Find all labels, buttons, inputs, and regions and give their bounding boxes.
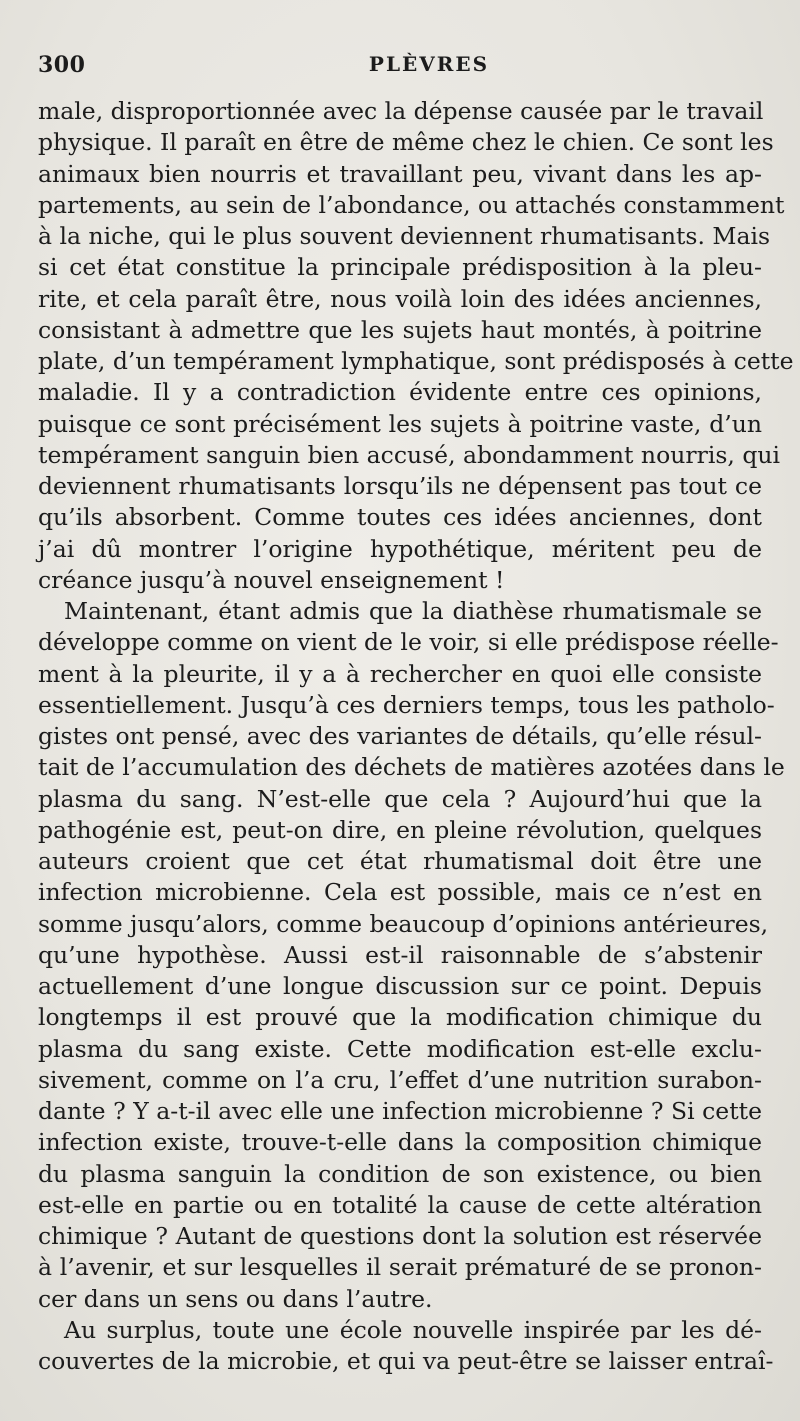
text-line: plasma du sang. N’est-elle que cela ? Aujourd’hui que la xyxy=(38,784,762,813)
text-line: tait de l’accumulation des déchets de matières azotées dans le xyxy=(38,753,785,782)
text-line: infection microbienne. Cela est possible, mais ce n’est en xyxy=(38,878,762,907)
text-line: gistes ont pensé, avec des variantes de détails, qu’elle résul- xyxy=(38,722,762,750)
text-line: plate, d’un tempérament lymphatique, sont prédisposés à cette xyxy=(38,347,794,375)
text-line: qu’une hypothèse. Aussi est-il raisonnable de s’abstenir xyxy=(38,940,762,969)
text-line: couvertes de la microbie, et qui va peut-être se laisser entraî- xyxy=(38,1347,774,1375)
text-line: somme jusqu’alors, comme beaucoup d’opinions antérieures, xyxy=(38,909,769,938)
running-head xyxy=(38,52,760,86)
text-line: est-elle en partie ou en totalité la cause de cette altération xyxy=(38,1190,762,1219)
text-line: sivement, comme on l’a cru, l’effet d’une nutrition surabon- xyxy=(38,1065,762,1094)
page-number: 300 xyxy=(38,52,86,78)
text-line: ment à la pleurite, il y a à rechercher en quoi elle consiste xyxy=(38,659,762,688)
text-line: à la niche, qui le plus souvent deviennent rhumatisants. Mais xyxy=(38,222,771,250)
text-line: auteurs croient que cet état rhumatismal doit être une xyxy=(38,847,762,875)
text-line: infection existe, trouve-t-elle dans la composition chimique xyxy=(38,1128,762,1157)
running-title: PLÈVRES xyxy=(368,52,490,76)
text-line: male, disproportionnée avec la dépense causée par le travail xyxy=(38,97,764,125)
text-line: physique. Il paraît en être de même chez le chien. Ce sont les xyxy=(38,128,774,157)
text-line: j’ai dû montrer l’origine hypothétique, méritent peu de xyxy=(38,534,762,563)
text-line: tempérament sanguin bien accusé, abondamment nourris, qui xyxy=(38,440,781,469)
text-line: puisque ce sont précisément les sujets à poitrine vaste, d’un xyxy=(38,409,762,438)
paragraph xyxy=(38,1315,774,1378)
text-line: Maintenant, étant admis que la diathèse rhumatismale se xyxy=(64,597,762,625)
text-line: si cet état constitue la principale prédisposition à la pleu- xyxy=(38,253,762,282)
paragraph xyxy=(38,96,794,596)
text-line: maladie. Il y a contradiction évidente entre ces opinions, xyxy=(38,378,762,407)
text-line: à l’avenir, et sur lesquelles il serait prématuré de se pronon- xyxy=(38,1253,762,1282)
text-line: essentiellement. Jusqu’à ces derniers temps, tous les patholo- xyxy=(38,690,775,719)
text-line: longtemps il est prouvé que la modification chimique du xyxy=(38,1003,762,1032)
text-line: du plasma sanguin la condition de son existence, ou bien xyxy=(38,1159,762,1188)
body-text xyxy=(38,96,794,1377)
paragraph xyxy=(38,596,785,1315)
text-line: plasma du sang existe. Cette modification est-elle exclu- xyxy=(38,1034,762,1063)
text-line: deviennent rhumatisants lorsqu’ils ne dépensent pas tout ce xyxy=(38,472,762,500)
text-line: actuellement d’une longue discussion sur ce point. Depuis xyxy=(38,972,762,1000)
text-line: partements, au sein de l’abondance, ou attachés constamment xyxy=(38,190,785,219)
text-line: créance jusqu’à nouvel enseignement ! xyxy=(38,565,505,594)
text-line: développe comme on vient de le voir, si elle prédispose réelle- xyxy=(38,628,779,657)
text-line: consistant à admettre que les sujets haut montés, à poitrine xyxy=(38,315,762,344)
text-line: animaux bien nourris et travaillant peu, vivant dans les ap- xyxy=(38,159,762,188)
text-line: dante ? Y a-t-il avec elle une infection microbienne ? Si cette xyxy=(38,1097,762,1125)
text-line: chimique ? Autant de questions dont la solution est réservée xyxy=(38,1222,762,1250)
text-line: pathogénie est, peut-on dire, en pleine révolution, quelques xyxy=(38,815,762,844)
text-line: Au surplus, toute une école nouvelle inspirée par les dé- xyxy=(64,1315,762,1344)
text-line: cer dans un sens ou dans l’autre. xyxy=(38,1284,433,1313)
text-line: qu’ils absorbent. Comme toutes ces idées anciennes, dont xyxy=(38,503,762,532)
text-line: rite, et cela paraît être, nous voilà loin des idées anciennes, xyxy=(38,284,762,313)
